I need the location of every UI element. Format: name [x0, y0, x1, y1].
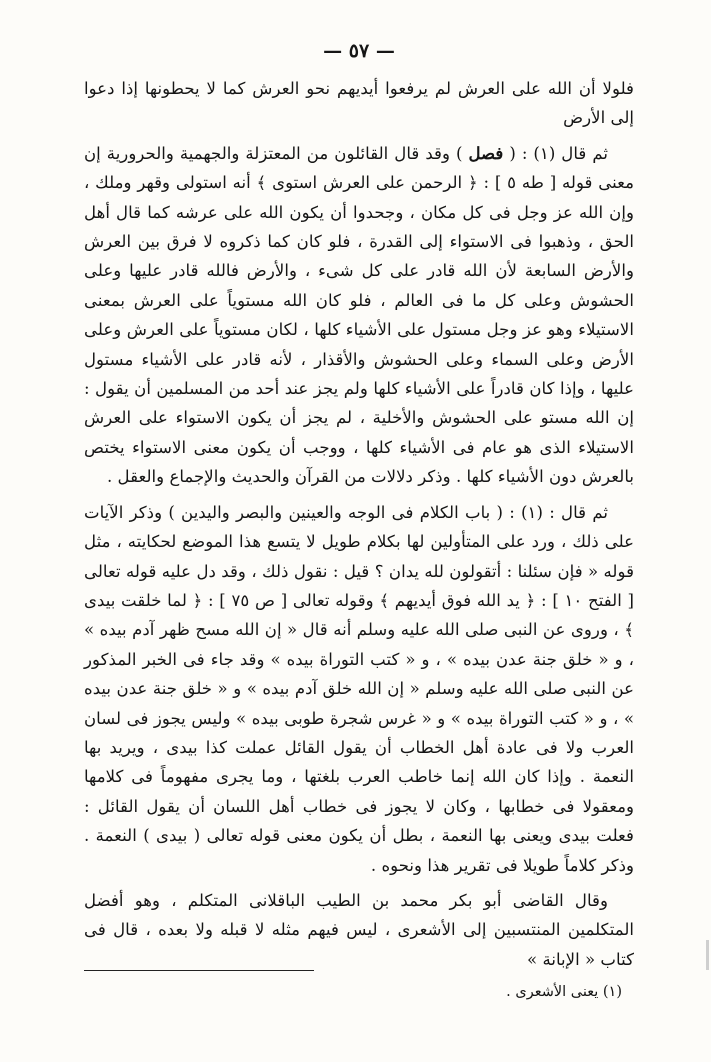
paragraph-3 — [84, 498, 634, 880]
page-number: — ٥٧ — — [323, 40, 395, 62]
section-heading-fasl: فصل — [468, 142, 504, 163]
footnote: (١) يعنى الأشعرى . — [506, 984, 622, 1000]
paragraph-1 — [84, 74, 634, 133]
paragraph-3-text: ثم قال : (١) : ( باب الكلام فى الوجه والعينين والبصر واليدين ) وذكر الآيات على ذلك ، ورد على المتأولين لها بكلام طويل لا يتسع هذا الموضع لحكايته ، مثل قوله « فإن سئلنا : أتقولون لله يدان ؟ قيل : نقول ذلك ، وقد دل عليه قوله تعالى [ الفتح ١٠ ] : ﴿ يد الله فوق أيديهم ﴾ وقوله تعالى [ ص ٧٥ ] : ﴿ لما خلقت بيدى ﴾ ، وروى عن النبى صلى الله عليه وسلم أنه قال « إن الله مسح ظهر آدم بيده » ، و « خلق جنة عدن بيده » ، و « كتب التوراة بيده » وقد جاء فى الخبر المذكور عن النبى صلى الله عليه وسلم « إن الله خلق آدم بيده » و « خلق جنة عدن بيده » ، و « كتب التوراة بيده » و « غرس شجرة طوبى بيده » وليس يجوز فى لسان العرب ولا فى عادة أهل الخطاب أن يقول القائل عملت كذا بيدى ، ويريد بها النعمة . وإذا كان الله إنما خاطب العرب بلغتها ، وما يجرى مفهوماً فى كلامها ومعقولا فى خطابها ، وكان لا يجوز فى خطاب أهل اللسان أن يقول القائل : فعلت بيدى ويعنى بها النعمة ، بطل أن يكون معنى قوله تعالى ( بيدى ) النعمة . وذكر كلاماً طويلا فى تقرير هذا ونحوه . — [84, 502, 634, 875]
footnote-divider — [84, 970, 314, 971]
paragraph-2-prefix: ثم قال (١) : ( — [509, 143, 609, 163]
paragraph-4 — [84, 886, 634, 974]
document-page — [84, 40, 634, 1040]
paragraph-2 — [84, 139, 634, 492]
paragraph-4-text: وقال القاضى أبو بكر محمد بن الطيب الباقلانى المتكلم ، وهو أفضل المتكلمين المنتسبين إلى الأشعرى ، ليس فيهم مثله لا قبله ولا بعده ، قال فى كتاب « الإبانة » — [84, 890, 634, 969]
paragraph-1-text: فلولا أن الله على العرش لم يرفعوا أيديهم نحو العرش كما لا يحطونها إذا دعوا إلى الأرض — [84, 79, 634, 128]
paragraph-2-text: ) وقد قال القائلون من المعتزلة والجهمية والحرورية إن معنى قوله [ طه ٥ ] : ﴿ الرحمن على العرش استوى ﴾ أنه استولى وقهر وملك ، وإن الله عز وجل فى كل مكان ، وجحدوا أن يكون الله على عرشه كما قال أهل الحق ، وذهبوا فى الاستواء إلى القدرة ، فلو كان كما ذكروه لا فرق بين العرش والأرض السابعة لأن الله قادر على كل شىء ، والأرض فالله قادر عليها وعلى الحشوش وعلى كل ما فى العالم ، فلو كان الله مستوياً على العرش بمعنى الاستيلاء وهو عز وجل مستول على الأشياء كلها ، لكان مستوياً على العرش وعلى الأرض وعلى السماء وعلى الحشوش والأقذار ، لأنه قادر على الأشياء مستول عليها ، وإذا كان قادراً على الأشياء كلها ولم يجز عند أحد من المسلمين أن يقول : إن الله مستو على الحشوش والأخلية ، لم يجز أن يكون الاستواء على العرش الاستيلاء الذى هو عام فى الأشياء كلها ، ووجب أن يكون معنى الاستواء يختص بالعرش دون الأشياء كلها . وذكر دلالات من القرآن والحديث والإجماع والعقل . — [84, 143, 634, 487]
scan-edge-mark — [706, 940, 709, 970]
